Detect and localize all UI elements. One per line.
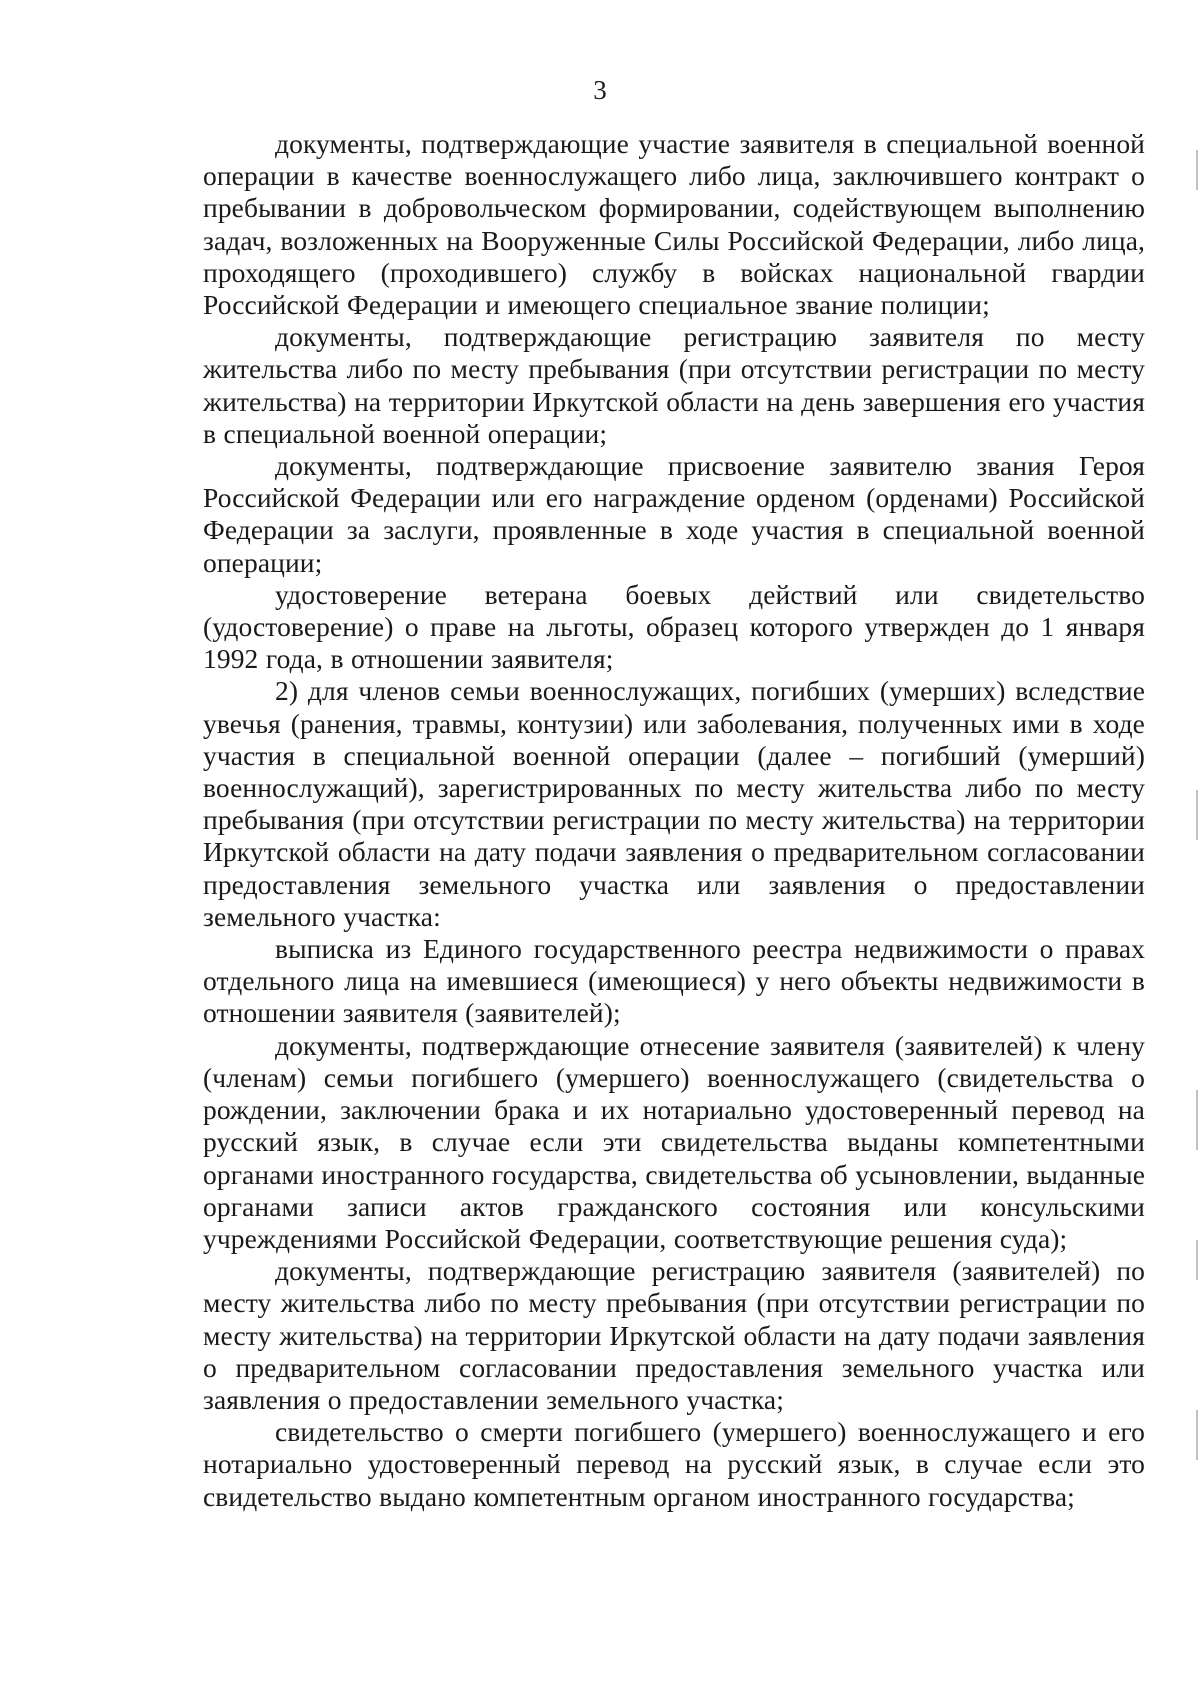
- paragraph-hero-award-documents: документы, подтверждающие присвоение заявителю звания Героя Российской Федерации или его награждение орденом (орденами) Российской Федерации за заслуги, проявленные в ходе участия в специальной военной операции;: [203, 450, 1145, 578]
- scan-edge-mark: [1196, 1240, 1198, 1280]
- paragraph-family-members-clause: 2) для членов семьи военнослужащих, погибших (умерших) вследствие увечья (ранения, травмы, контузии) или заболевания, полученных ими в ходе участия в специальной военной операции (далее – погибший (умерший) военнослужащий), зарегистрированных по месту жительства либо по месту пребывания (при отсутствии регистрации по месту жительства) на территории Иркутской области на дату подачи заявления о предварительном согласовании предоставления земельного участка или заявления о предоставлении земельного участка:: [203, 675, 1145, 932]
- paragraph-registry-extract: выписка из Единого государственного реестра недвижимости о правах отдельного лица на имевшиеся (имеющиеся) у него объекты недвижимости в отношении заявителя (заявителей);: [203, 933, 1145, 1029]
- scan-edge-mark: [1196, 1090, 1198, 1150]
- scan-edge-mark: [1196, 790, 1198, 840]
- paragraph-family-registration-documents: документы, подтверждающие регистрацию заявителя (заявителей) по месту жительства либо по месту пребывания (при отсутствии регистрации по месту жительства) на территории Иркутской области на дату подачи заявления о предварительном согласовании предоставления земельного участка или заявления о предоставлении земельного участка;: [203, 1255, 1145, 1415]
- page-number: 3: [593, 75, 607, 105]
- scan-edge-mark: [1196, 1410, 1198, 1460]
- paragraph-registration-documents: документы, подтверждающие регистрацию заявителя по месту жительства либо по месту пребывания (при отсутствии регистрации по месту жительства) на территории Иркутской области на день завершения его участия в специальной военной операции;: [203, 321, 1145, 449]
- scan-edge-mark: [1196, 150, 1198, 190]
- document-body: [203, 128, 1145, 1513]
- paragraph-death-certificate: свидетельство о смерти погибшего (умершего) военнослужащего и его нотариально удостоверенный перевод на русский язык, в случае если это свидетельство выдано компетентным органом иностранного государства;: [203, 1416, 1145, 1512]
- paragraph-family-relation-documents: документы, подтверждающие отнесение заявителя (заявителей) к члену (членам) семьи погибшего (умершего) военнослужащего (свидетельства о рождении, заключении брака и их нотариально удостоверенный перевод на русский язык, в случае если эти свидетельства выданы компетентными органами иностранного государства, свидетельства об усыновлении, выданные органами записи актов гражданского состояния или консульскими учреждениями Российской Федерации, соответствующие решения суда);: [203, 1029, 1145, 1254]
- paragraph-participation-documents: документы, подтверждающие участие заявителя в специальной военной операции в качестве военнослужащего либо лица, заключившего контракт о пребывании в добровольческом формировании, содействующем выполнению задач, возложенных на Вооруженные Силы Российской Федерации, либо лица, проходящего (проходившего) службу в войсках национальной гвардии Российской Федерации и имеющего специальное звание полиции;: [203, 128, 1145, 321]
- paragraph-veteran-certificate: удостоверение ветерана боевых действий или свидетельство (удостоверение) о праве на льготы, образец которого утвержден до 1 января 1992 года, в отношении заявителя;: [203, 578, 1145, 675]
